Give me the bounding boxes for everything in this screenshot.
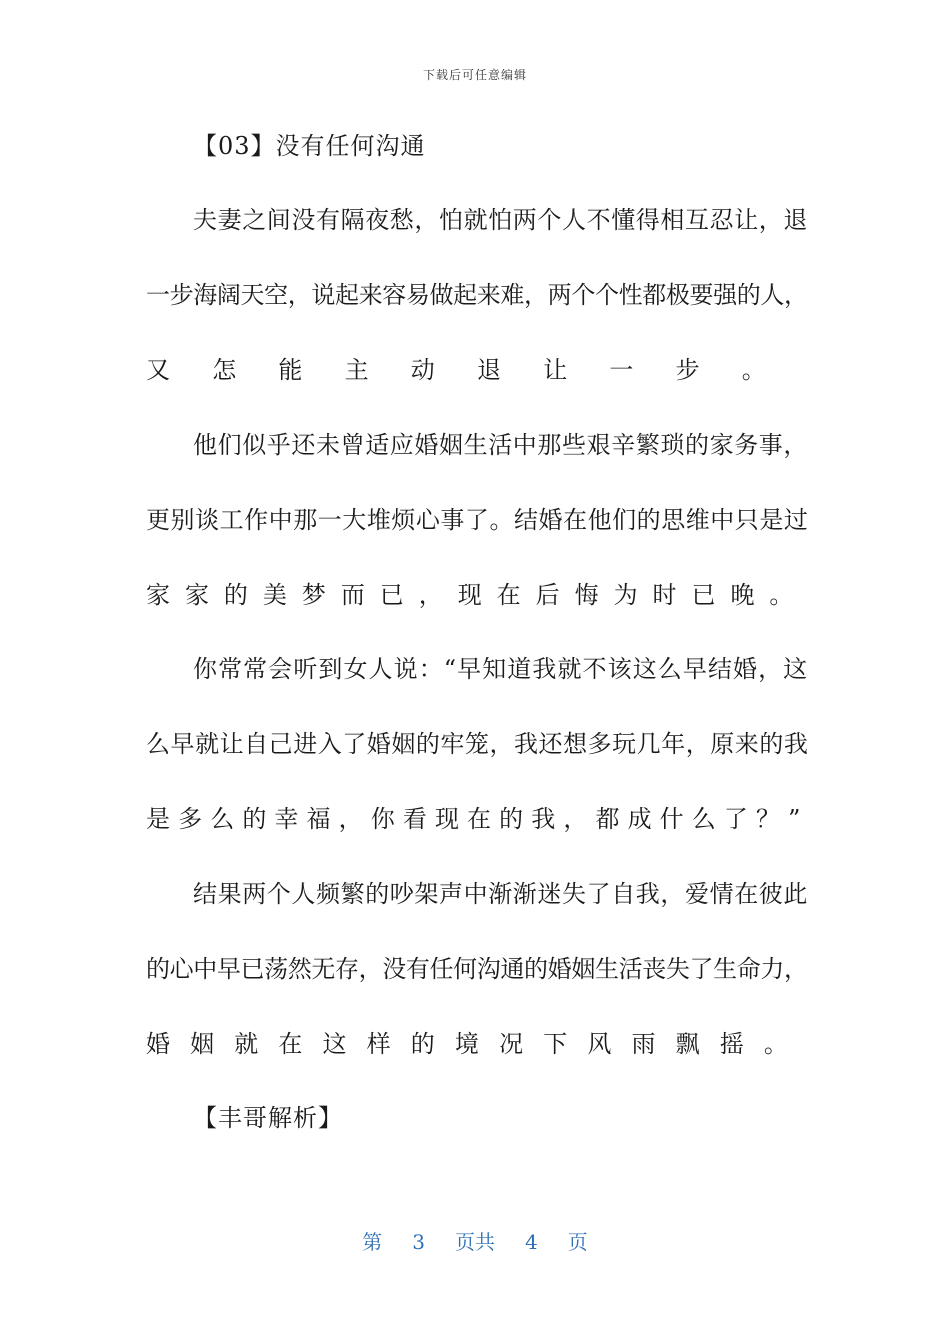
paragraph-1-line-1: 夫妻之间没有隔夜愁，怕就怕两个人不懂得相互忍让，退 xyxy=(193,206,808,234)
paragraph-4-line-2: 的心中早已荡然无存，没有任何沟通的婚姻生活丧失了生命力， xyxy=(146,955,808,983)
paragraph-1-line-2: 一步海阔天空，说起来容易做起来难，两个个性都极要强的人， xyxy=(146,281,808,309)
footer-page-number: 3 xyxy=(412,1230,425,1254)
paragraph-4-line-3: 婚姻就在这样的境况下风雨飘摇。 xyxy=(146,1030,808,1058)
paragraph-3-line-2: 么早就让自己进入了婚姻的牢笼，我还想多玩几年，原来的我 xyxy=(146,730,809,758)
paragraph-1-line-3: 又怎能主动退让一步。 xyxy=(146,356,808,384)
paragraph-3-line-3: 是多么的幸福，你看现在的我，都成什么了？” xyxy=(146,805,809,833)
footer-suffix: 页 xyxy=(567,1230,588,1254)
subheading: 【丰哥解析】 xyxy=(193,1104,343,1132)
paragraph-4-line-1: 结果两个人频繁的吵架声中渐渐迷失了自我，爱情在彼此 xyxy=(193,880,808,908)
page-header: 下载后可任意编辑 xyxy=(422,68,527,82)
section-heading: 【03】没有任何沟通 xyxy=(193,132,426,160)
page-footer xyxy=(0,1226,950,1255)
footer-middle: 页共 xyxy=(455,1230,495,1254)
paragraph-3-line-1: 你常常会听到女人说：“早知道我就不该这么早结婚，这 xyxy=(193,655,809,683)
footer-total-pages: 4 xyxy=(525,1230,538,1254)
paragraph-2-line-2: 更别谈工作中那一大堆烦心事了。结婚在他们的思维中只是过 xyxy=(146,506,809,534)
paragraph-2-line-3: 家家的美梦而已，现在后悔为时已晚。 xyxy=(146,581,809,609)
footer-prefix: 第 xyxy=(362,1230,383,1254)
paragraph-2-line-1: 他们似乎还未曾适应婚姻生活中那些艰辛繁琐的家务事， xyxy=(193,431,808,459)
